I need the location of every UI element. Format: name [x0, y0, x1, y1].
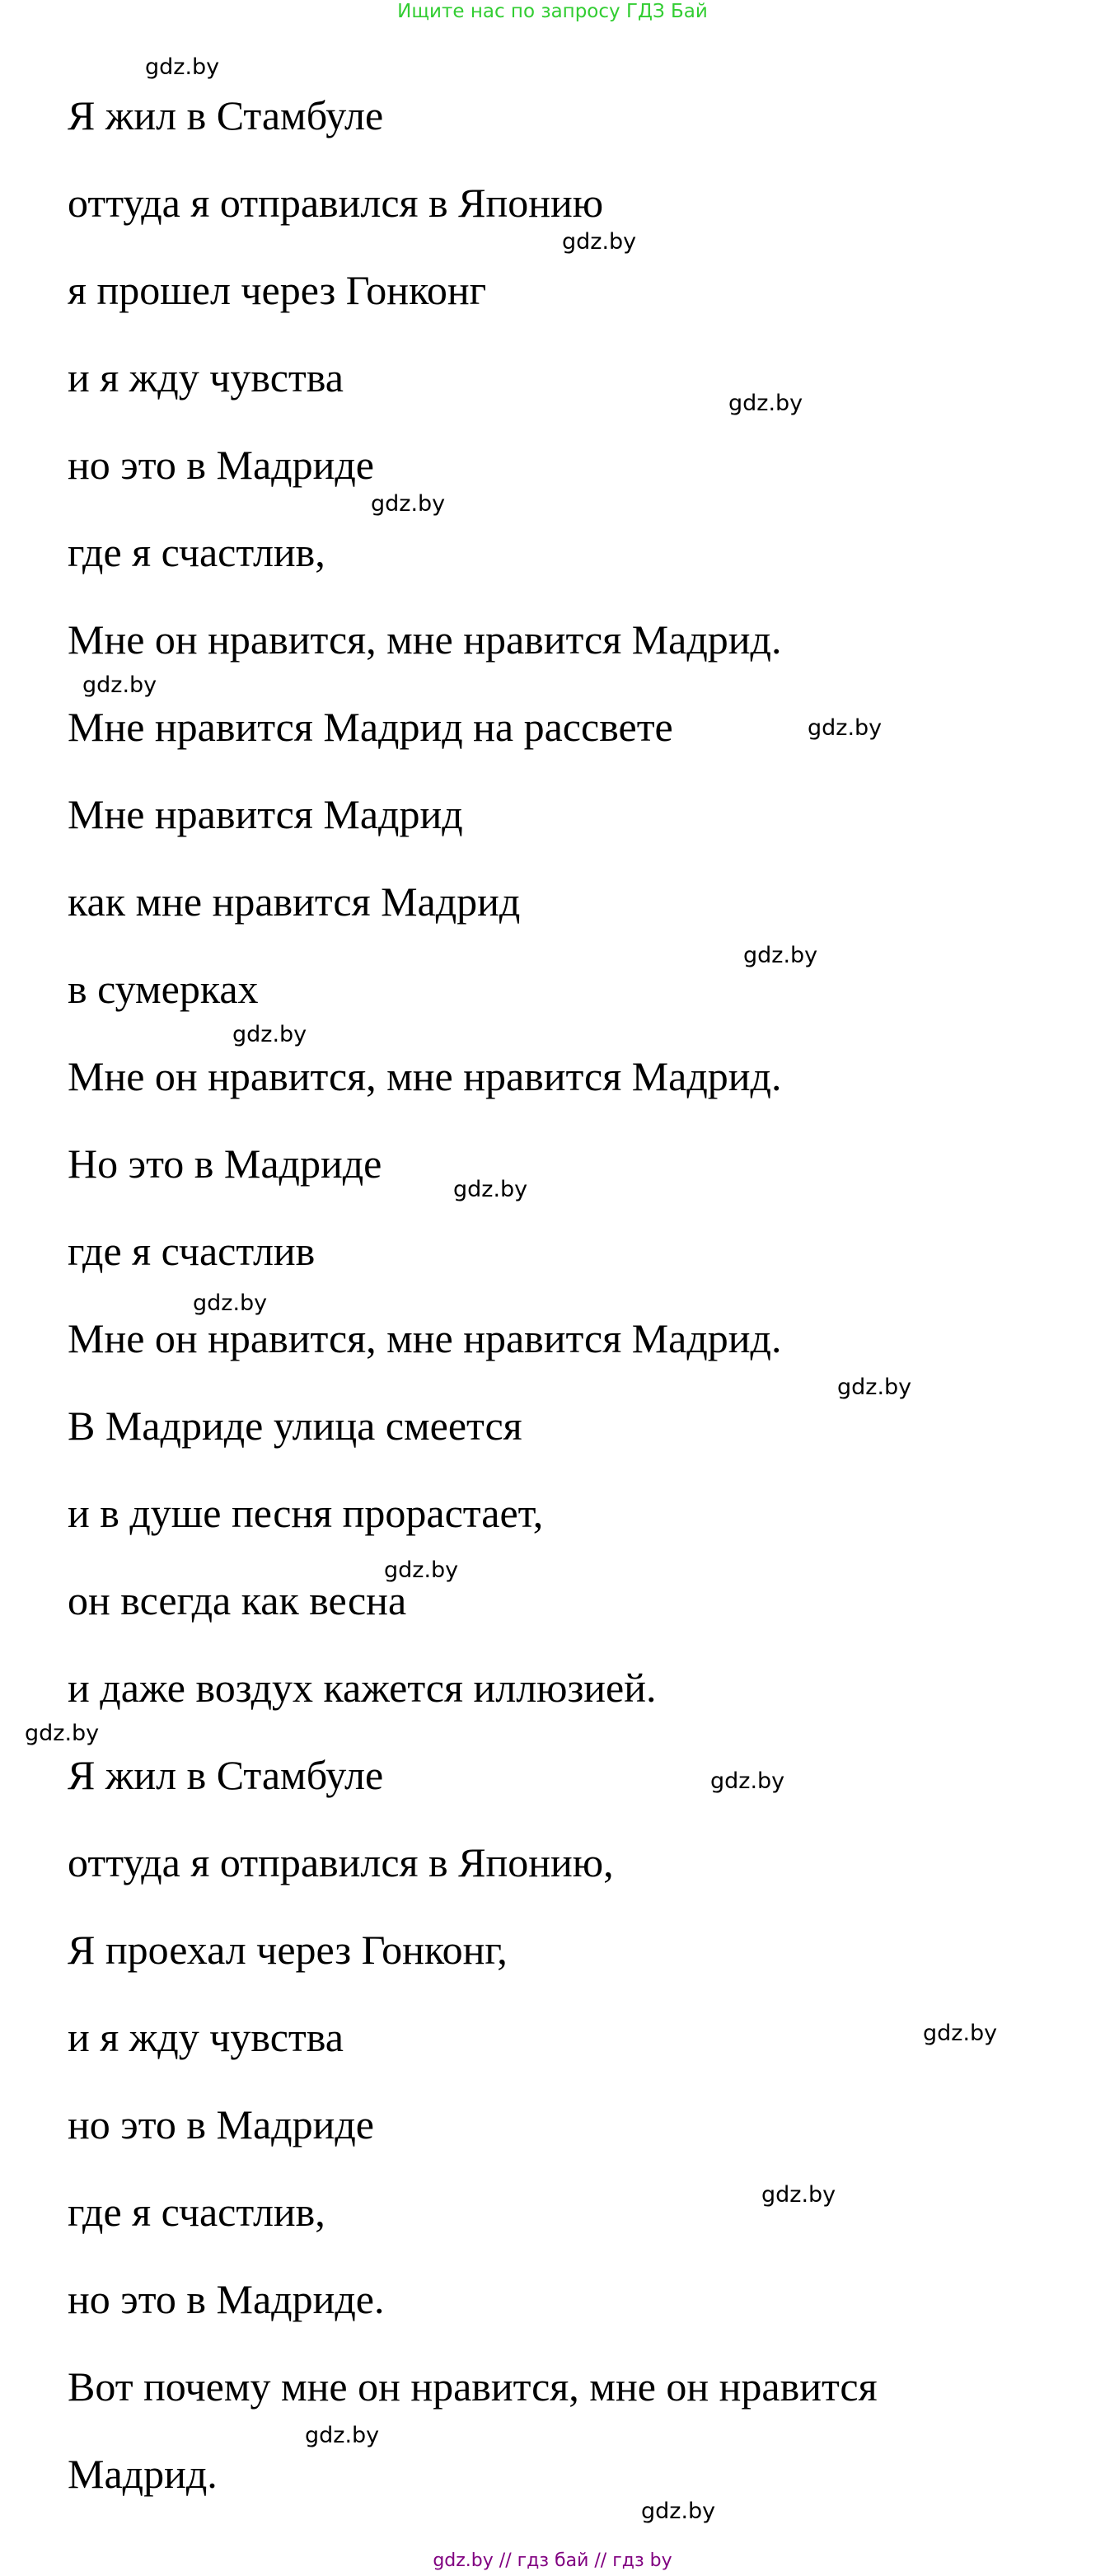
poem-line: я прошел через Гонконг	[68, 267, 487, 313]
watermark: gdz.by	[25, 1721, 100, 1746]
watermark: gdz.by	[193, 1290, 268, 1316]
poem-line: оттуда я отправился в Японию	[68, 180, 604, 226]
watermark: gdz.by	[761, 2182, 836, 2208]
poem-line: Мне он нравится, мне нравится Мадрид.	[68, 1315, 782, 1361]
poem-line: Мне нравится Мадрид	[68, 791, 463, 837]
poem-line: но это в Мадриде.	[68, 2276, 385, 2322]
poem-line: он всегда как весна	[68, 1577, 407, 1623]
watermark: gdz.by	[145, 54, 220, 80]
poem-line: но это в Мадриде	[68, 442, 374, 488]
poem-line: и я жду чувства	[68, 354, 344, 400]
poem-line: Я жил в Стамбуле	[68, 92, 384, 138]
watermark: gdz.by	[923, 2021, 998, 2046]
poem-line: и я жду чувства	[68, 2014, 344, 2060]
poem-line: где я счастлив	[68, 1228, 316, 1274]
poem-line: где я счастлив,	[68, 529, 325, 575]
poem-line: В Мадриде улица смеется	[68, 1403, 522, 1449]
poem-line: где я счастлив,	[68, 2189, 325, 2235]
watermark: gdz.by	[371, 491, 446, 517]
watermark: gdz.by	[641, 2499, 716, 2524]
poem-line: Мне он нравится, мне нравится Мадрид.	[68, 616, 782, 663]
watermark: gdz.by	[453, 1177, 528, 1202]
poem-line: Мне нравится Мадрид на рассвете	[68, 704, 673, 750]
poem-line: в сумерках	[68, 966, 259, 1012]
poem-line: как мне нравится Мадрид	[68, 878, 521, 925]
footer-links: gdz.by // гдз бай // гдз by	[433, 2550, 672, 2571]
watermark: gdz.by	[82, 672, 157, 698]
poem-line: Я жил в Стамбуле	[68, 1752, 384, 1798]
watermark: gdz.by	[728, 391, 803, 416]
watermark: gdz.by	[743, 943, 818, 968]
poem-line: но это в Мадриде	[68, 2101, 374, 2147]
watermark: gdz.by	[710, 1768, 785, 1794]
watermark: gdz.by	[562, 229, 637, 255]
poem-line: и даже воздух кажется иллюзией.	[68, 1665, 657, 1711]
poem-line: Мне он нравится, мне нравится Мадрид.	[68, 1053, 782, 1099]
poem-line: Но это в Мадриде	[68, 1140, 382, 1187]
watermark: gdz.by	[305, 2423, 380, 2448]
poem-line: оттуда я отправился в Японию,	[68, 1839, 614, 1885]
poem-line: Вот почему мне он нравится, мне он нравится	[68, 2363, 878, 2410]
poem-line: и в душе песня прорастает,	[68, 1490, 544, 1536]
watermark: gdz.by	[232, 1022, 307, 1047]
watermark: gdz.by	[808, 715, 883, 741]
promo-header: Ищите нас по запросу ГДЗ Бай	[397, 1, 708, 22]
watermark: gdz.by	[837, 1375, 912, 1400]
poem-line: Я проехал через Гонконг,	[68, 1927, 508, 1973]
watermark: gdz.by	[384, 1557, 459, 1583]
poem-line: Мадрид.	[68, 2451, 218, 2497]
